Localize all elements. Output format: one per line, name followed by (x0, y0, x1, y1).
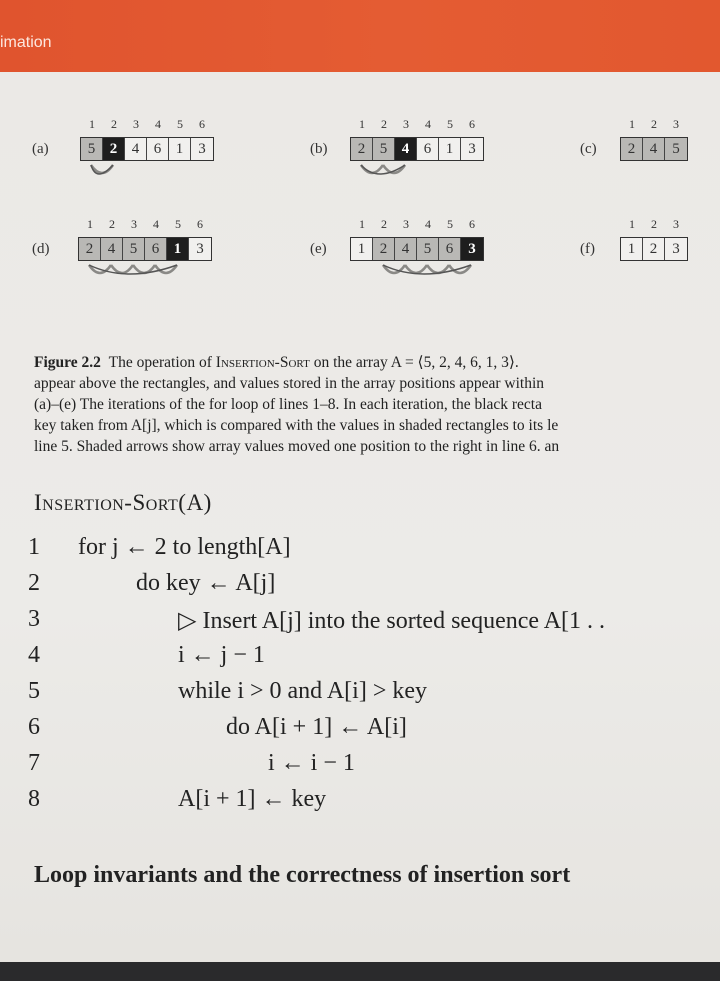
array-cells (78, 237, 212, 261)
array-cell: 3 (191, 138, 213, 160)
line-number: 2 (28, 570, 40, 596)
array-cell: 5 (123, 238, 145, 260)
array-index: 1 (359, 117, 365, 131)
algorithm-title: Insertion-Sort(A) (34, 490, 212, 515)
array-cell: 1 (439, 138, 461, 160)
array-index: 6 (469, 117, 475, 131)
array-cell: 3 (461, 138, 483, 160)
code-text: do key ← A[j] (136, 570, 276, 596)
array-index: 2 (109, 217, 115, 231)
array-cell: 2 (621, 138, 643, 160)
array-cell: 1 (169, 138, 191, 160)
line-number: 5 (28, 678, 40, 704)
array-index: 1 (87, 217, 93, 231)
code-text: i ← i − 1 (268, 750, 355, 776)
array-index: 2 (111, 117, 117, 131)
array-index: 3 (403, 217, 409, 231)
array-cell: 2 (373, 238, 395, 260)
line-number: 6 (28, 714, 40, 740)
shift-arrow (405, 265, 427, 273)
array-index: 2 (651, 217, 657, 231)
array-index: 4 (153, 217, 159, 231)
code-text: i ← j − 1 (178, 642, 265, 668)
array-cells (350, 237, 484, 261)
line-number: 3 (28, 606, 40, 632)
array-index: 2 (651, 117, 657, 131)
caption-line1-text: The operation of (108, 354, 212, 371)
array-index: 3 (403, 117, 409, 131)
array-cell: 4 (395, 238, 417, 260)
array-cells (80, 137, 214, 161)
array-cell: 4 (643, 138, 665, 160)
array-cell: 6 (417, 138, 439, 160)
array-cell: 5 (373, 138, 395, 160)
array-cell: 3 (665, 238, 687, 260)
book-page (0, 72, 720, 962)
array-cell: 2 (643, 238, 665, 260)
panel-label: (c) (580, 141, 597, 157)
panel-label: (f) (580, 241, 595, 257)
array-cell: 6 (147, 138, 169, 160)
section-heading: Loop invariants and the correctness of insertion sort (34, 862, 571, 888)
array-index: 5 (447, 117, 453, 131)
screen-bezel (0, 962, 720, 981)
array-cell: 6 (439, 238, 461, 260)
code-text: for j ← 2 to length[A] (78, 534, 291, 560)
array-cell: 5 (665, 138, 687, 160)
array-cell: 1 (351, 238, 373, 260)
array-cell: 5 (417, 238, 439, 260)
window-title: imation (0, 34, 52, 51)
shift-arrows (78, 261, 188, 281)
array-index: 5 (177, 117, 183, 131)
array-cells (620, 237, 688, 261)
array-index: 6 (197, 217, 203, 231)
array-cell: 4 (125, 138, 147, 160)
panel-label: (d) (32, 241, 50, 257)
caption-algo-name: Insertion-Sort (215, 354, 310, 371)
caption-line5: line 5. Shaded arrows show array values moved one position to the right in line 6. an (34, 438, 560, 455)
line-number: 4 (28, 642, 40, 668)
array-index: 4 (155, 117, 161, 131)
array-index: 2 (381, 117, 387, 131)
code-text: do A[i + 1] ← A[i] (226, 714, 407, 740)
panel-label: (b) (310, 141, 328, 157)
shift-arrows (372, 261, 482, 281)
code-text: A[i + 1] ← key (178, 786, 327, 812)
array-cell: 1 (621, 238, 643, 260)
array-cell: 5 (81, 138, 103, 160)
caption-line3: (a)–(e) The iterations of the for loop of lines 1–8. In each iteration, the black recta (34, 396, 542, 413)
array-index: 6 (469, 217, 475, 231)
caption-line1-tail: on the array A = ⟨5, 2, 4, 6, 1, 3⟩. (313, 354, 519, 371)
caption-line4: key taken from A[j], which is compared with the values in shaded rectangles to its le (34, 417, 559, 434)
array-cells (350, 137, 484, 161)
array-cell: 2 (351, 138, 373, 160)
array-index: 3 (133, 117, 139, 131)
array-index: 3 (673, 217, 679, 231)
figure-caption (34, 352, 720, 457)
array-index: 1 (629, 217, 635, 231)
array-cell: 3 (189, 238, 211, 260)
array-index: 1 (629, 117, 635, 131)
key-cell: 4 (395, 138, 417, 160)
panel-label: (e) (310, 241, 327, 257)
array-index: 3 (131, 217, 137, 231)
key-cell: 3 (461, 238, 483, 260)
array-index: 4 (425, 217, 431, 231)
array-index: 5 (447, 217, 453, 231)
panel-label: (a) (32, 141, 49, 157)
shift-arrows (350, 161, 416, 181)
array-index: 2 (381, 217, 387, 231)
key-cell: 2 (103, 138, 125, 160)
code-text: while i > 0 and A[i] > key (178, 678, 428, 704)
array-index: 4 (425, 117, 431, 131)
array-cell: 4 (101, 238, 123, 260)
window-title-bar (0, 0, 720, 72)
array-index: 1 (359, 217, 365, 231)
array-index: 3 (673, 117, 679, 131)
array-index: 6 (199, 117, 205, 131)
caption-line2: appear above the rectangles, and values stored in the array positions appear within (34, 375, 545, 392)
line-number: 8 (28, 786, 40, 812)
array-index: 1 (89, 117, 95, 131)
array-cells (620, 137, 688, 161)
array-cell: 6 (145, 238, 167, 260)
key-cell: 1 (167, 238, 189, 260)
shift-arrows (80, 161, 124, 181)
line-number: 7 (28, 750, 40, 776)
line-number: 1 (28, 534, 40, 560)
caption-lead: Figure 2.2 (34, 354, 101, 371)
array-cell: 2 (79, 238, 101, 260)
array-index: 5 (175, 217, 181, 231)
code-text: ▷ Insert A[j] into the sorted sequence A[1 . . (178, 608, 606, 634)
shift-arrow (111, 265, 133, 273)
